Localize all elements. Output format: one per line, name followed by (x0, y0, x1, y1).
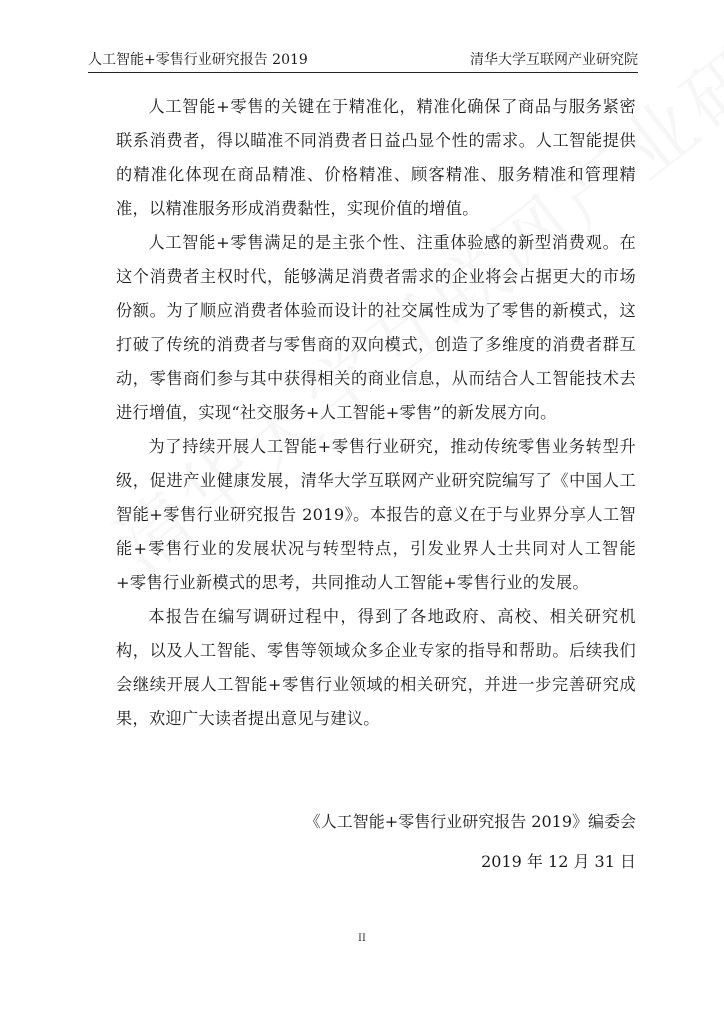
page-header (88, 50, 638, 73)
paragraph-2: 人工智能+零售满足的是主张个性、注重体验感的新型消费观。在这个消费者主权时代，能够满足消费者需求的企业将会占据更大的市场份额。为了顺应消费者体验而设计的社交属性成为了零售的新模式，这打破了传统的消费者与零售商的双向模式，创造了多维度的消费者群互动，零售商们参与其中获得相关的商业信息，从而结合人工智能技术去进行增值，实现“社交服务+人工智能+零售”的新发展方向。 (116, 233, 636, 422)
paragraph-3: 为了持续开展人工智能+零售行业研究，推动传统零售业务转型升级，促进产业健康发展，清华大学互联网产业研究院编写了《中国人工智能+零售行业研究报告 2019》。本报告的意义在于与业界分享人工智能+零售行业的发展状况与转型特点，引发业界人士共同对人工智能+零售行业新模式的思考，共同推动人工智能+零售行业的发展。 (116, 437, 636, 592)
page-number: II (358, 933, 366, 944)
signature-date: 2019 年 12 月 31 日 (481, 852, 636, 871)
header-institute-name: 清华大学互联网产业研究院 (470, 52, 638, 68)
paragraph-1: 人工智能+零售的关键在于精准化，精准化确保了商品与服务紧密联系消费者，得以瞄准不同消费者日益凸显个性的需求。人工智能提供的精准化体现在商品精准、价格精准、顾客精准、服务精准和管理精准，以精准服务形成消费黏性，实现价值的增值。 (116, 97, 636, 218)
paragraph-4: 本报告在编写调研过程中，得到了各地政府、高校、相关研究机构，以及人工智能、零售等领域众多企业专家的指导和帮助。后续我们会继续开展人工智能+零售行业领域的相关研究，并进一步完善研究成果，欢迎广大读者提出意见与建议。 (116, 607, 636, 728)
signature-org: 《人工智能+零售行业研究报告 2019》编委会 (304, 812, 636, 831)
header-report-title: 人工智能+零售行业研究报告 2019 (88, 52, 308, 68)
body-text (116, 90, 636, 736)
